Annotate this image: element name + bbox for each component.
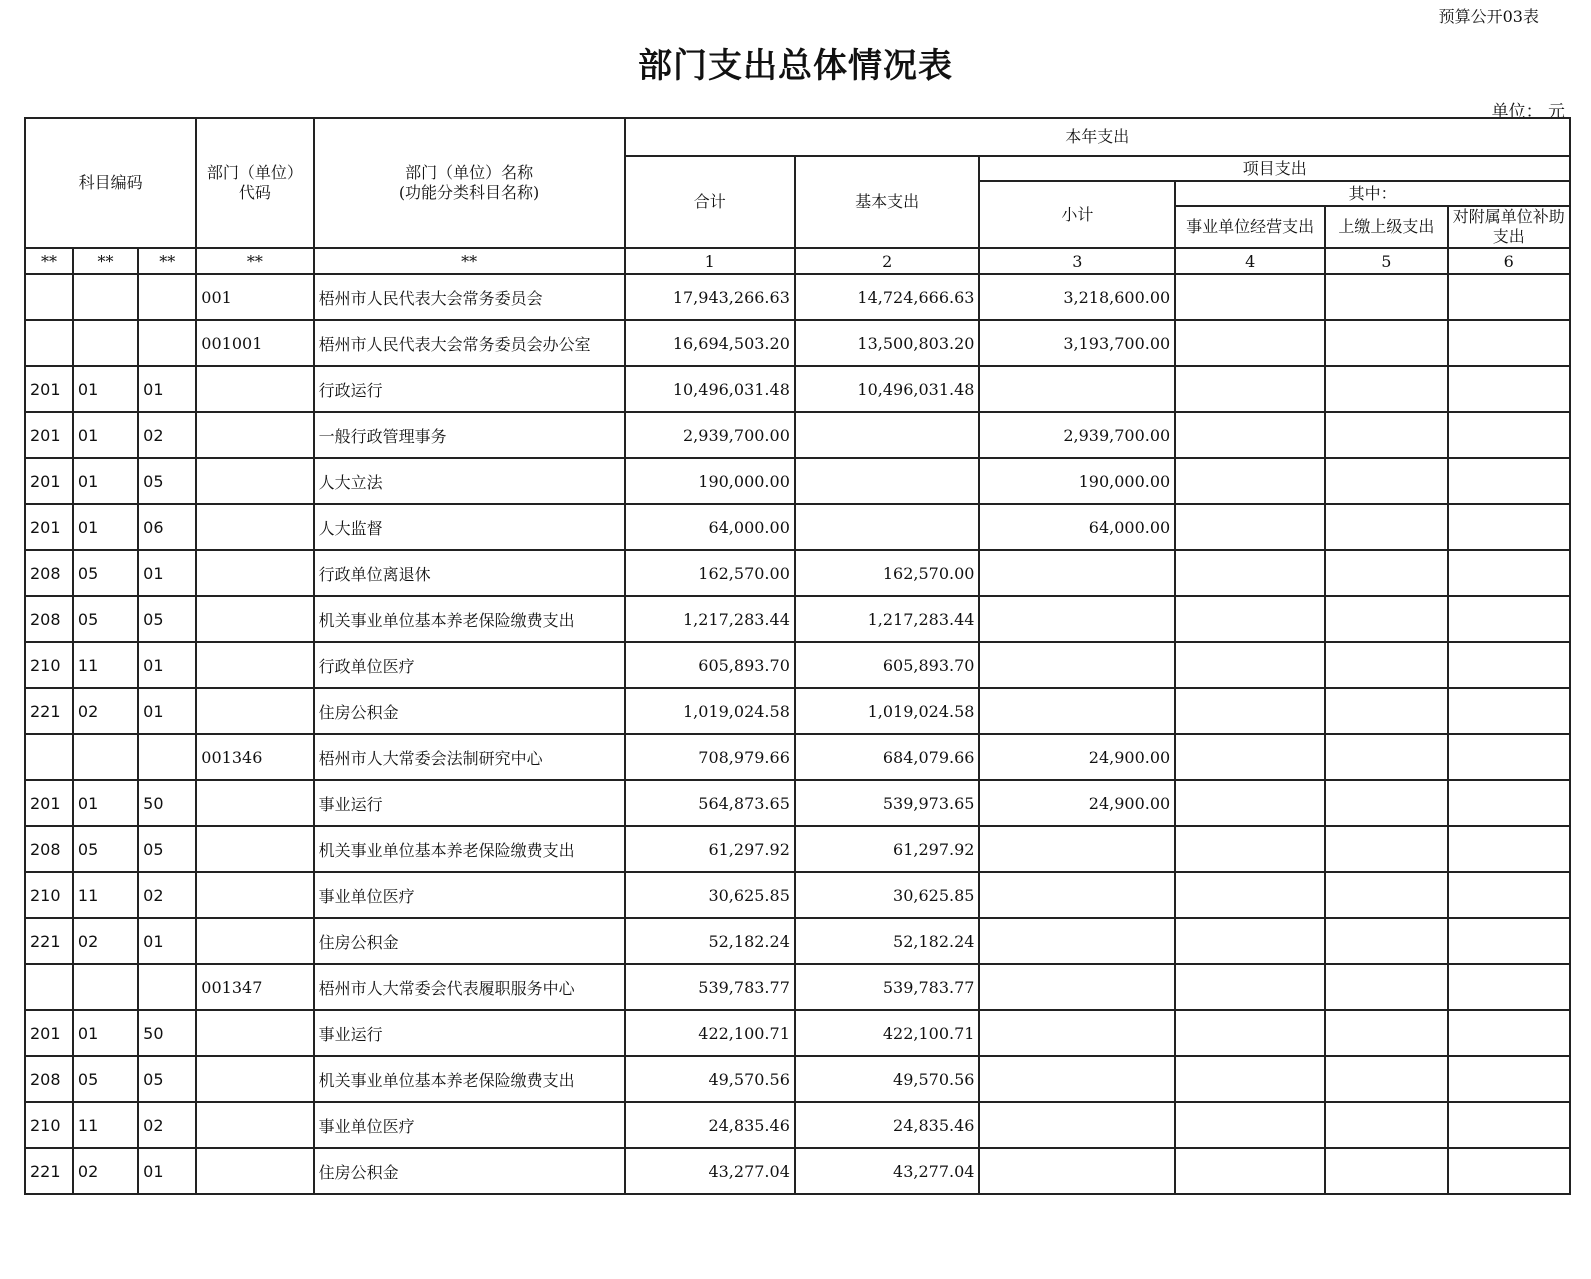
subitem-code-cell: 50	[138, 780, 196, 826]
basic-cell: 14,724,666.63	[795, 274, 980, 320]
basic-cell: 61,297.92	[795, 826, 980, 872]
biz-ops-cell	[1175, 918, 1325, 964]
subsidy-cell	[1448, 964, 1571, 1010]
item-code-cell: 11	[73, 1102, 138, 1148]
table-row	[25, 550, 1570, 596]
unit-label: 单位： 元	[1491, 102, 1565, 122]
table-row	[25, 1148, 1570, 1194]
total-cell: 1,217,283.44	[625, 596, 795, 642]
basic-cell: 539,783.77	[795, 964, 980, 1010]
remit-superior-cell	[1325, 1056, 1447, 1102]
mark-cell: 6	[1448, 248, 1571, 274]
subsidy-cell	[1448, 826, 1571, 872]
subitem-code-cell: 02	[138, 412, 196, 458]
dept-code-cell	[196, 596, 313, 642]
subsidy-cell	[1448, 642, 1571, 688]
total-cell: 30,625.85	[625, 872, 795, 918]
dept-code-cell	[196, 1010, 313, 1056]
dept-code-cell	[196, 366, 313, 412]
basic-cell: 539,973.65	[795, 780, 980, 826]
remit-superior-cell	[1325, 642, 1447, 688]
biz-ops-cell	[1175, 458, 1325, 504]
table-row	[25, 1056, 1570, 1102]
subsidy-cell	[1448, 504, 1571, 550]
subitem-code-cell	[138, 734, 196, 780]
dept-code-cell	[196, 412, 313, 458]
dept-name-cell: 机关事业单位基本养老保险缴费支出	[314, 1056, 625, 1102]
page-title: 部门支出总体情况表	[638, 46, 953, 86]
project-subtotal-cell	[979, 1102, 1175, 1148]
dept-code-cell: 001	[196, 274, 313, 320]
mark-cell: **	[196, 248, 313, 274]
project-subtotal-cell	[979, 596, 1175, 642]
subsidy-cell	[1448, 596, 1571, 642]
expenditure-table	[24, 117, 1571, 1195]
class-code-cell	[25, 964, 73, 1010]
remit-superior-cell	[1325, 458, 1447, 504]
project-subtotal-cell: 190,000.00	[979, 458, 1175, 504]
item-code-cell: 02	[73, 918, 138, 964]
mark-cell: **	[314, 248, 625, 274]
table-row	[25, 872, 1570, 918]
dept-code-cell	[196, 918, 313, 964]
dept-code-cell	[196, 780, 313, 826]
total-cell: 16,694,503.20	[625, 320, 795, 366]
dept-code-cell	[196, 872, 313, 918]
dept-name-cell: 行政单位医疗	[314, 642, 625, 688]
table-row	[25, 964, 1570, 1010]
remit-superior-cell	[1325, 274, 1447, 320]
table-row	[25, 1102, 1570, 1148]
table-row	[25, 320, 1570, 366]
biz-ops-cell	[1175, 780, 1325, 826]
total-cell: 564,873.65	[625, 780, 795, 826]
dept-code-cell	[196, 550, 313, 596]
dept-name-cell: 人大监督	[314, 504, 625, 550]
remit-superior-cell	[1325, 1102, 1447, 1148]
subitem-code-cell: 02	[138, 1102, 196, 1148]
dept-name-cell: 住房公积金	[314, 1148, 625, 1194]
remit-superior-cell	[1325, 688, 1447, 734]
biz-ops-cell	[1175, 412, 1325, 458]
dept-name-cell: 梧州市人大常委会代表履职服务中心	[314, 964, 625, 1010]
item-code-cell: 02	[73, 1148, 138, 1194]
table-row	[25, 274, 1570, 320]
remit-superior-cell	[1325, 1148, 1447, 1194]
total-cell: 2,939,700.00	[625, 412, 795, 458]
total-cell: 708,979.66	[625, 734, 795, 780]
class-code-cell: 208	[25, 1056, 73, 1102]
class-code-cell: 210	[25, 872, 73, 918]
table-row	[25, 918, 1570, 964]
dept-name-cell: 事业运行	[314, 1010, 625, 1056]
item-code-cell: 11	[73, 642, 138, 688]
subsidy-cell	[1448, 320, 1571, 366]
dept-name-cell: 梧州市人民代表大会常务委员会	[314, 274, 625, 320]
subsidy-cell	[1448, 412, 1571, 458]
header-of-which: 其中：	[1175, 181, 1570, 206]
item-code-cell	[73, 320, 138, 366]
item-code-cell: 05	[73, 550, 138, 596]
total-cell: 539,783.77	[625, 964, 795, 1010]
biz-ops-cell	[1175, 734, 1325, 780]
project-subtotal-cell	[979, 1056, 1175, 1102]
basic-cell: 52,182.24	[795, 918, 980, 964]
project-subtotal-cell: 3,193,700.00	[979, 320, 1175, 366]
dept-name-cell: 行政单位离退休	[314, 550, 625, 596]
subitem-code-cell	[138, 320, 196, 366]
header-dept-name-line1: 部门（单位）名称	[405, 163, 534, 182]
item-code-cell	[73, 964, 138, 1010]
class-code-cell	[25, 274, 73, 320]
item-code-cell: 05	[73, 596, 138, 642]
remit-superior-cell	[1325, 320, 1447, 366]
item-code-cell: 01	[73, 412, 138, 458]
subitem-code-cell: 01	[138, 688, 196, 734]
mark-cell: 2	[795, 248, 980, 274]
basic-cell	[795, 458, 980, 504]
remit-superior-cell	[1325, 596, 1447, 642]
dept-code-cell	[196, 458, 313, 504]
total-cell: 605,893.70	[625, 642, 795, 688]
table-row	[25, 596, 1570, 642]
subsidy-cell	[1448, 458, 1571, 504]
subitem-code-cell: 01	[138, 918, 196, 964]
class-code-cell: 201	[25, 366, 73, 412]
subitem-code-cell: 06	[138, 504, 196, 550]
remit-superior-cell	[1325, 412, 1447, 458]
biz-ops-cell	[1175, 596, 1325, 642]
mark-cell: **	[138, 248, 196, 274]
total-cell: 17,943,266.63	[625, 274, 795, 320]
basic-cell: 162,570.00	[795, 550, 980, 596]
class-code-cell: 221	[25, 688, 73, 734]
subsidy-cell	[1448, 734, 1571, 780]
class-code-cell: 201	[25, 458, 73, 504]
project-subtotal-cell	[979, 1148, 1175, 1194]
subitem-code-cell: 01	[138, 550, 196, 596]
project-subtotal-cell	[979, 872, 1175, 918]
class-code-cell: 208	[25, 596, 73, 642]
table-row	[25, 458, 1570, 504]
dept-code-cell	[196, 642, 313, 688]
total-cell: 1,019,024.58	[625, 688, 795, 734]
subitem-code-cell: 01	[138, 642, 196, 688]
mark-cell: **	[73, 248, 138, 274]
item-code-cell	[73, 734, 138, 780]
subsidy-cell	[1448, 1102, 1571, 1148]
class-code-cell: 208	[25, 550, 73, 596]
header-remit-superior: 上缴上级支出	[1325, 206, 1447, 248]
basic-cell: 1,217,283.44	[795, 596, 980, 642]
class-code-cell: 221	[25, 918, 73, 964]
total-cell: 190,000.00	[625, 458, 795, 504]
header-dept-code: 部门（单位）代码	[196, 118, 313, 248]
subitem-code-cell: 01	[138, 1148, 196, 1194]
project-subtotal-cell: 2,939,700.00	[979, 412, 1175, 458]
basic-cell: 43,277.04	[795, 1148, 980, 1194]
subitem-code-cell: 05	[138, 596, 196, 642]
dept-name-cell: 事业单位医疗	[314, 872, 625, 918]
item-code-cell: 02	[73, 688, 138, 734]
header-this-year: 本年支出	[625, 118, 1570, 156]
basic-cell: 13,500,803.20	[795, 320, 980, 366]
dept-name-cell: 机关事业单位基本养老保险缴费支出	[314, 826, 625, 872]
dept-code-cell	[196, 826, 313, 872]
table-row	[25, 780, 1570, 826]
mark-cell: 1	[625, 248, 795, 274]
item-code-cell: 01	[73, 1010, 138, 1056]
dept-code-cell	[196, 1148, 313, 1194]
remit-superior-cell	[1325, 826, 1447, 872]
mark-cell: 5	[1325, 248, 1447, 274]
remit-superior-cell	[1325, 366, 1447, 412]
remit-superior-cell	[1325, 872, 1447, 918]
header-project: 项目支出	[979, 156, 1570, 181]
remit-superior-cell	[1325, 964, 1447, 1010]
table-row	[25, 1010, 1570, 1056]
biz-ops-cell	[1175, 826, 1325, 872]
total-cell: 10,496,031.48	[625, 366, 795, 412]
mark-cell: **	[25, 248, 73, 274]
biz-ops-cell	[1175, 1010, 1325, 1056]
header-biz-ops: 事业单位经营支出	[1175, 206, 1325, 248]
dept-code-cell: 001001	[196, 320, 313, 366]
basic-cell: 24,835.46	[795, 1102, 980, 1148]
item-code-cell: 11	[73, 872, 138, 918]
biz-ops-cell	[1175, 366, 1325, 412]
remit-superior-cell	[1325, 550, 1447, 596]
class-code-cell: 201	[25, 412, 73, 458]
basic-cell: 605,893.70	[795, 642, 980, 688]
item-code-cell: 01	[73, 504, 138, 550]
subsidy-cell	[1448, 1148, 1571, 1194]
total-cell: 64,000.00	[625, 504, 795, 550]
basic-cell	[795, 412, 980, 458]
total-cell: 52,182.24	[625, 918, 795, 964]
header-subject-code: 科目编码	[25, 118, 196, 248]
class-code-cell: 208	[25, 826, 73, 872]
class-code-cell	[25, 734, 73, 780]
basic-cell: 422,100.71	[795, 1010, 980, 1056]
project-subtotal-cell	[979, 826, 1175, 872]
biz-ops-cell	[1175, 550, 1325, 596]
dept-code-cell	[196, 504, 313, 550]
item-code-cell: 01	[73, 366, 138, 412]
remit-superior-cell	[1325, 780, 1447, 826]
project-subtotal-cell	[979, 1010, 1175, 1056]
project-subtotal-cell	[979, 964, 1175, 1010]
total-cell: 49,570.56	[625, 1056, 795, 1102]
header-total: 合计	[625, 156, 795, 248]
basic-cell	[795, 504, 980, 550]
table-row	[25, 504, 1570, 550]
project-subtotal-cell	[979, 366, 1175, 412]
total-cell: 24,835.46	[625, 1102, 795, 1148]
item-code-cell	[73, 274, 138, 320]
item-code-cell: 05	[73, 826, 138, 872]
total-cell: 61,297.92	[625, 826, 795, 872]
basic-cell: 1,019,024.58	[795, 688, 980, 734]
basic-cell: 30,625.85	[795, 872, 980, 918]
biz-ops-cell	[1175, 688, 1325, 734]
item-code-cell: 01	[73, 458, 138, 504]
class-code-cell: 210	[25, 1102, 73, 1148]
biz-ops-cell	[1175, 642, 1325, 688]
subsidy-cell	[1448, 550, 1571, 596]
class-code-cell: 201	[25, 780, 73, 826]
table-row	[25, 734, 1570, 780]
remit-superior-cell	[1325, 504, 1447, 550]
subitem-code-cell: 05	[138, 458, 196, 504]
project-subtotal-cell	[979, 688, 1175, 734]
total-cell: 43,277.04	[625, 1148, 795, 1194]
subsidy-cell	[1448, 366, 1571, 412]
subitem-code-cell: 01	[138, 366, 196, 412]
subsidy-cell	[1448, 688, 1571, 734]
form-number: 预算公开03表	[1438, 7, 1539, 26]
header-subsidy: 对附属单位补助支出	[1448, 206, 1571, 248]
mark-cell: 3	[979, 248, 1175, 274]
project-subtotal-cell	[979, 918, 1175, 964]
table-row	[25, 642, 1570, 688]
basic-cell: 10,496,031.48	[795, 366, 980, 412]
biz-ops-cell	[1175, 1056, 1325, 1102]
remit-superior-cell	[1325, 734, 1447, 780]
project-subtotal-cell	[979, 642, 1175, 688]
table-row	[25, 826, 1570, 872]
biz-ops-cell	[1175, 504, 1325, 550]
dept-code-cell	[196, 688, 313, 734]
subitem-code-cell: 05	[138, 1056, 196, 1102]
item-code-cell: 05	[73, 1056, 138, 1102]
dept-code-cell: 001347	[196, 964, 313, 1010]
dept-code-cell	[196, 1056, 313, 1102]
dept-name-cell: 事业单位医疗	[314, 1102, 625, 1148]
remit-superior-cell	[1325, 1010, 1447, 1056]
class-code-cell: 201	[25, 504, 73, 550]
header-dept-name	[314, 118, 625, 248]
class-code-cell: 210	[25, 642, 73, 688]
dept-name-cell: 事业运行	[314, 780, 625, 826]
project-subtotal-cell: 3,218,600.00	[979, 274, 1175, 320]
dept-name-cell: 梧州市人大常委会法制研究中心	[314, 734, 625, 780]
biz-ops-cell	[1175, 872, 1325, 918]
subitem-code-cell: 02	[138, 872, 196, 918]
class-code-cell	[25, 320, 73, 366]
dept-code-cell: 001346	[196, 734, 313, 780]
header-subtotal: 小计	[979, 181, 1175, 248]
subitem-code-cell: 05	[138, 826, 196, 872]
project-subtotal-cell: 24,900.00	[979, 734, 1175, 780]
subsidy-cell	[1448, 918, 1571, 964]
subsidy-cell	[1448, 1010, 1571, 1056]
class-code-cell: 221	[25, 1148, 73, 1194]
biz-ops-cell	[1175, 320, 1325, 366]
table-row	[25, 366, 1570, 412]
subsidy-cell	[1448, 274, 1571, 320]
subitem-code-cell	[138, 964, 196, 1010]
subsidy-cell	[1448, 780, 1571, 826]
biz-ops-cell	[1175, 964, 1325, 1010]
subitem-code-cell	[138, 274, 196, 320]
dept-name-cell: 机关事业单位基本养老保险缴费支出	[314, 596, 625, 642]
project-subtotal-cell: 24,900.00	[979, 780, 1175, 826]
subsidy-cell	[1448, 1056, 1571, 1102]
item-code-cell: 01	[73, 780, 138, 826]
table-row	[25, 688, 1570, 734]
dept-name-cell: 住房公积金	[314, 918, 625, 964]
header-dept-name-line2: (功能分类科目名称)	[398, 183, 540, 202]
dept-name-cell: 梧州市人民代表大会常务委员会办公室	[314, 320, 625, 366]
class-code-cell: 201	[25, 1010, 73, 1056]
table-row	[25, 412, 1570, 458]
biz-ops-cell	[1175, 274, 1325, 320]
biz-ops-cell	[1175, 1148, 1325, 1194]
project-subtotal-cell: 64,000.00	[979, 504, 1175, 550]
project-subtotal-cell	[979, 550, 1175, 596]
mark-cell: 4	[1175, 248, 1325, 274]
dept-name-cell: 一般行政管理事务	[314, 412, 625, 458]
remit-superior-cell	[1325, 918, 1447, 964]
dept-name-cell: 行政运行	[314, 366, 625, 412]
dept-name-cell: 住房公积金	[314, 688, 625, 734]
dept-name-cell: 人大立法	[314, 458, 625, 504]
basic-cell: 684,079.66	[795, 734, 980, 780]
biz-ops-cell	[1175, 1102, 1325, 1148]
subitem-code-cell: 50	[138, 1010, 196, 1056]
basic-cell: 49,570.56	[795, 1056, 980, 1102]
header-basic: 基本支出	[795, 156, 980, 248]
total-cell: 422,100.71	[625, 1010, 795, 1056]
subsidy-cell	[1448, 872, 1571, 918]
total-cell: 162,570.00	[625, 550, 795, 596]
dept-code-cell	[196, 1102, 313, 1148]
